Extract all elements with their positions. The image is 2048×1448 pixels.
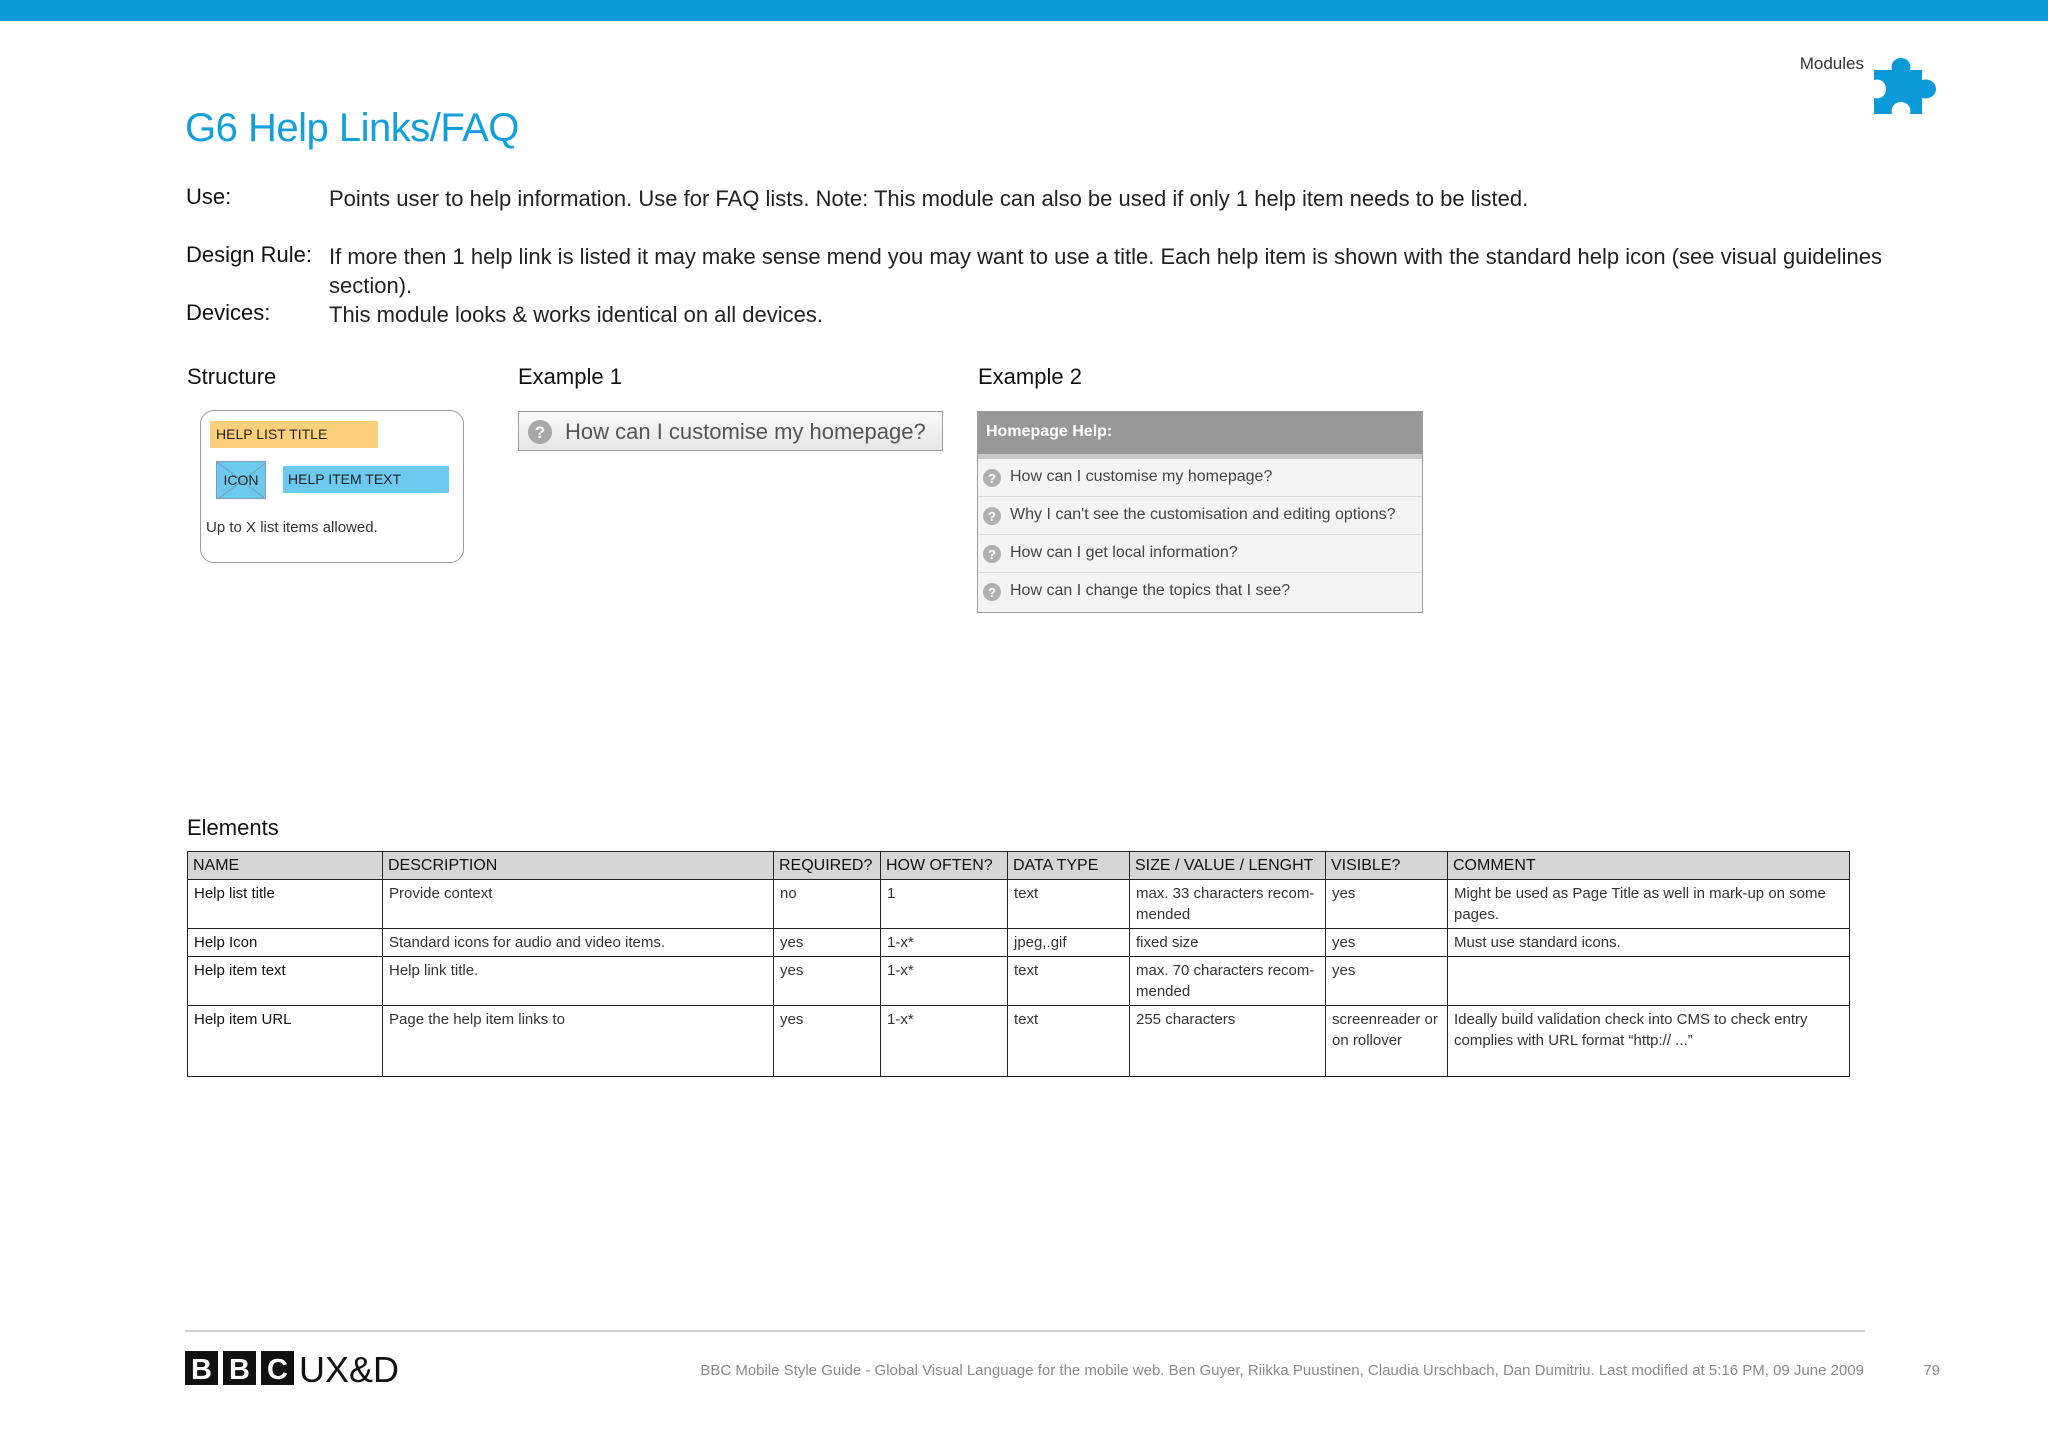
table-cell: yes: [1326, 957, 1448, 1006]
table-cell: Help link title.: [383, 957, 774, 1006]
column-header: DATA TYPE: [1008, 852, 1130, 880]
table-row: [188, 957, 1850, 1006]
footer-credits: BBC Mobile Style Guide - Global Visual Language for the mobile web. Ben Guyer, Riikka Puustinen, Claudia Urschbach, Dan Dumitriu. Last modified at 5:16 PM, 09 June 2009: [700, 1362, 1864, 1379]
table-cell: yes: [1326, 880, 1448, 929]
column-header: VISIBLE?: [1326, 852, 1448, 880]
svg-text:B: B: [229, 1354, 250, 1386]
svg-text:?: ?: [534, 423, 546, 442]
page-number: 79: [1923, 1362, 1940, 1379]
svg-text:B: B: [191, 1354, 212, 1386]
example2-help-item-text: How can I change the topics that I see?: [1010, 582, 1291, 599]
example2-help-list-title: [978, 412, 1422, 459]
use-text: Points user to help information. Use for FAQ lists. Note: This module can also be used if only 1 help item needs to be listed.: [329, 186, 1529, 211]
table-cell: Might be used as Page Title as well in mark-up on some pages.: [1448, 880, 1850, 929]
example2-help-item-text: How can I get local information?: [1010, 544, 1238, 561]
column-header: DESCRIPTION: [383, 852, 774, 880]
table-row: [188, 929, 1850, 957]
example2-help-item-text: How can I customise my homepage?: [1010, 468, 1273, 485]
elements-heading: Elements: [187, 815, 279, 840]
column-header: HOW OFTEN?: [881, 852, 1008, 880]
footer-divider: [185, 1330, 1865, 1332]
table-cell: max. 70 characters recom-mended: [1130, 957, 1326, 1006]
structure-diagram: [200, 410, 464, 563]
table-cell: Page the help item links to: [383, 1006, 774, 1077]
column-header: NAME: [188, 852, 383, 880]
table-cell: yes: [774, 1006, 881, 1077]
svg-text:?: ?: [988, 471, 996, 486]
table-cell: 1-x*: [881, 929, 1008, 957]
example2-help-list: [977, 411, 1423, 613]
table-cell: Must use standard icons.: [1448, 929, 1850, 957]
table-cell: Standard icons for audio and video items.: [383, 929, 774, 957]
table-cell: fixed size: [1130, 929, 1326, 957]
table-cell: Help Icon: [188, 929, 383, 957]
design-rule-label: Design Rule:: [186, 242, 312, 267]
page-title: G6 Help Links/FAQ: [185, 106, 519, 150]
devices-label: Devices:: [186, 300, 271, 325]
example1-help-link-text: How can I customise my homepage?: [565, 419, 926, 444]
table-row: [188, 1006, 1850, 1077]
column-header: REQUIRED?: [774, 852, 881, 880]
table-cell: screenreader or on rollover: [1326, 1006, 1448, 1077]
table-cell: 1-x*: [881, 1006, 1008, 1077]
example2-help-item-text: Why I can't see the customisation and editing options?: [1010, 506, 1396, 523]
example2-help-item[interactable]: [978, 497, 1422, 535]
section-label: Modules: [1799, 54, 1864, 73]
elements-table: [187, 851, 1850, 1077]
use-label: Use:: [186, 184, 232, 209]
structure-heading: Structure: [187, 364, 277, 389]
table-cell: Ideally build validation check into CMS to check entry complies with URL format “http:// ...”: [1448, 1006, 1850, 1077]
svg-text:UX&D: UX&D: [299, 1350, 400, 1386]
table-cell: yes: [774, 957, 881, 1006]
table-cell: Help item text: [188, 957, 383, 1006]
bbc-uxd-logo: [185, 1350, 437, 1386]
table-cell: text: [1008, 880, 1130, 929]
column-header: SIZE / VALUE / LENGHT: [1130, 852, 1326, 880]
help-icon: [982, 544, 1002, 564]
example2-help-item[interactable]: [978, 535, 1422, 573]
table-cell: text: [1008, 1006, 1130, 1077]
help-icon: [982, 506, 1002, 526]
top-accent-bar: [0, 0, 2048, 21]
example1-help-link[interactable]: [518, 411, 943, 451]
design-rule-text-line1: If more then 1 help link is listed it may make sense mend you may want to use a title. Each help item is shown with the standard help icon (see visual guidelines: [329, 244, 1883, 269]
help-icon: [527, 419, 553, 445]
structure-note: Up to X list items allowed.: [206, 519, 378, 536]
example2-title-text: Homepage Help:: [986, 423, 1113, 440]
help-icon: [982, 582, 1002, 602]
table-cell: Help item URL: [188, 1006, 383, 1077]
column-header: COMMENT: [1448, 852, 1850, 880]
table-cell: Provide context: [383, 880, 774, 929]
svg-text:C: C: [267, 1354, 288, 1386]
design-rule-text-line2: section).: [329, 273, 413, 298]
puzzle-piece-icon: [1870, 56, 1940, 118]
devices-text: This module looks & works identical on all devices.: [329, 302, 824, 327]
table-cell: jpeg,.gif: [1008, 929, 1130, 957]
structure-item-block: HELP ITEM TEXT: [283, 466, 449, 493]
table-cell: 255 characters: [1130, 1006, 1326, 1077]
table-cell: 1: [881, 880, 1008, 929]
example1-heading: Example 1: [518, 364, 622, 389]
help-icon: [982, 468, 1002, 488]
structure-icon-block: [216, 461, 266, 499]
table-cell: no: [774, 880, 881, 929]
structure-icon-label: ICON: [223, 472, 259, 488]
example2-help-item[interactable]: [978, 459, 1422, 497]
example2-help-item[interactable]: [978, 573, 1422, 611]
table-cell: yes: [774, 929, 881, 957]
table-cell: yes: [1326, 929, 1448, 957]
table-cell: [1448, 957, 1850, 1006]
table-row: [188, 880, 1850, 929]
table-cell: Help list title: [188, 880, 383, 929]
table-cell: text: [1008, 957, 1130, 1006]
svg-text:?: ?: [988, 509, 996, 524]
table-cell: max. 33 characters recom-mended: [1130, 880, 1326, 929]
example2-heading: Example 2: [978, 364, 1082, 389]
svg-text:?: ?: [988, 585, 996, 600]
svg-text:?: ?: [988, 547, 996, 562]
table-header-row: [188, 852, 1850, 880]
table-cell: 1-x*: [881, 957, 1008, 1006]
structure-title-block: HELP LIST TITLE: [210, 421, 378, 448]
